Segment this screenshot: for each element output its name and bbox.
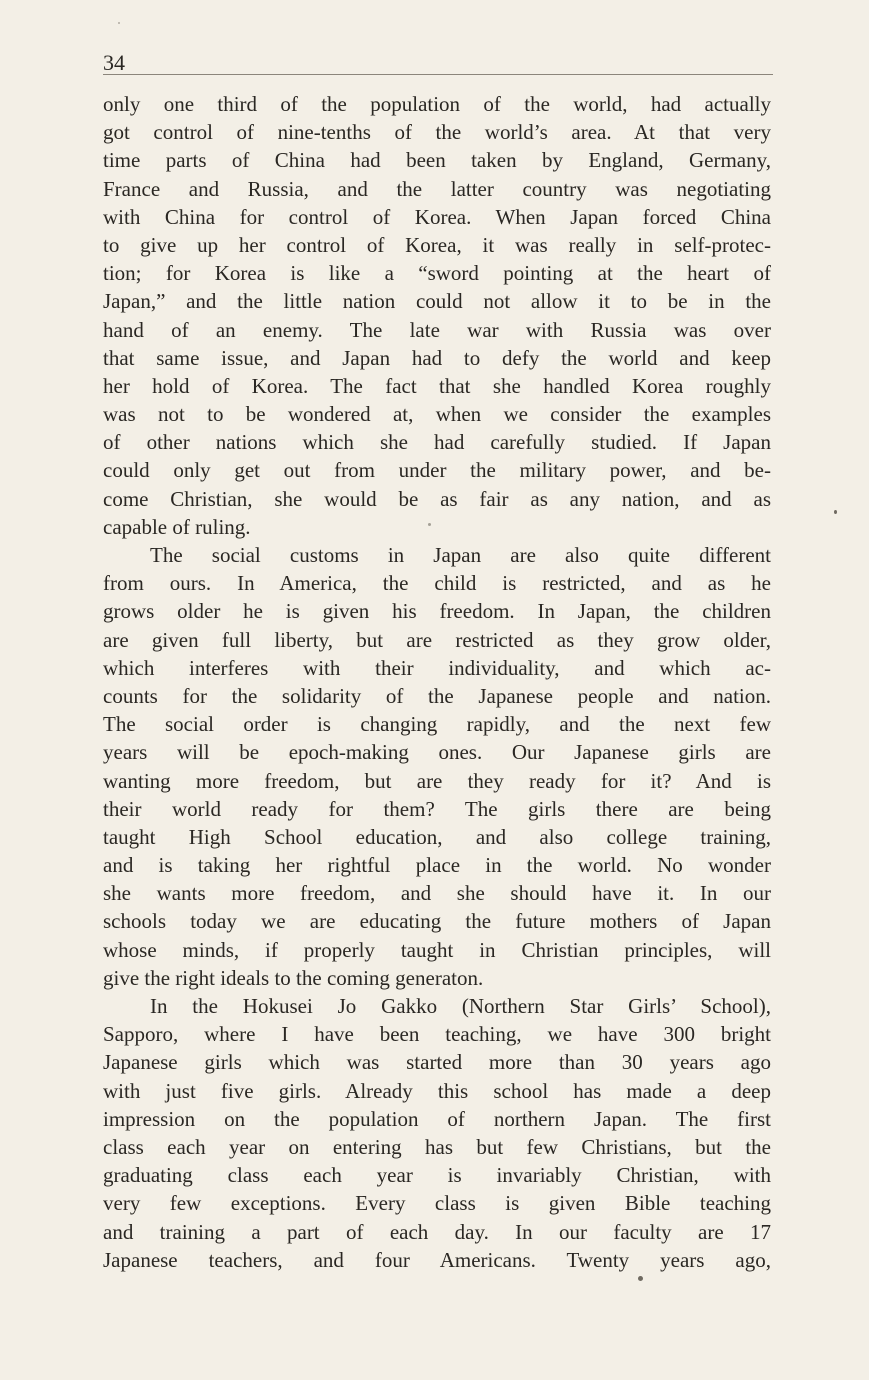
text-line: was not to be wondered at, when we consider the examples bbox=[103, 402, 771, 427]
paragraph-1 bbox=[103, 90, 771, 541]
text-line: graduating class each year is invariably Christian, with bbox=[103, 1163, 771, 1188]
text-line: wanting more freedom, but are they ready for it? And is bbox=[103, 768, 771, 793]
text-line: The social order is changing rapidly, and the next few bbox=[103, 712, 771, 737]
text-line: very few exceptions. Every class is given Bible teaching bbox=[103, 1191, 771, 1216]
text-line: Japan,” and the little nation could not allow it to be in the bbox=[103, 289, 771, 314]
paper-speck bbox=[118, 22, 120, 24]
text-line: In the Hokusei Jo Gakko (Northern Star Girls’ School), bbox=[150, 994, 771, 1018]
text-line: are given full liberty, but are restricted as they grow older, bbox=[103, 627, 771, 652]
text-line: hand of an enemy. The late war with Russia was over bbox=[103, 317, 771, 342]
text-line: whose minds, if properly taught in Christian principles, will bbox=[103, 937, 771, 962]
text-line: and training a part of each day. In our faculty are 17 bbox=[103, 1219, 771, 1244]
text-line: her hold of Korea. The fact that she handled Korea roughly bbox=[103, 373, 771, 398]
text-line: The social customs in Japan are also quite different bbox=[150, 543, 771, 567]
paper-speck bbox=[428, 523, 431, 526]
text-line: from ours. In America, the child is restricted, and as he bbox=[103, 571, 771, 596]
paragraph-2 bbox=[103, 541, 771, 992]
header-rule bbox=[103, 74, 773, 75]
text-line: Japanese girls which was started more than 30 years ago bbox=[103, 1050, 771, 1075]
text-line: counts for the solidarity of the Japanese people and nation. bbox=[103, 683, 771, 708]
text-line: France and Russia, and the latter country was negotiating bbox=[103, 176, 771, 201]
page-header bbox=[103, 50, 773, 78]
text-line: with China for control of Korea. When Japan forced China bbox=[103, 204, 771, 229]
text-line: Japanese teachers, and four Americans. Twenty years ago, bbox=[103, 1247, 771, 1272]
text-line: Sapporo, where I have been teaching, we have 300 bright bbox=[103, 1022, 771, 1047]
text-line: of other nations which she had carefully studied. If Japan bbox=[103, 430, 771, 455]
text-line: only one third of the population of the world, had actually bbox=[103, 92, 771, 116]
paper-speck bbox=[834, 510, 837, 514]
text-line: she wants more freedom, and she should have it. In our bbox=[103, 881, 771, 906]
text-line: with just five girls. Already this school has made a deep bbox=[103, 1078, 771, 1103]
text-line: grows older he is given his freedom. In Japan, the children bbox=[103, 599, 771, 624]
text-line: class each year on entering has but few Christians, but the bbox=[103, 1134, 771, 1159]
text-line: impression on the population of northern Japan. The first bbox=[103, 1106, 771, 1131]
text-line: to give up her control of Korea, it was really in self-protec- bbox=[103, 232, 771, 257]
text-line: that same issue, and Japan had to defy the world and keep bbox=[103, 345, 771, 370]
text-line: their world ready for them? The girls there are being bbox=[103, 796, 771, 821]
text-line: taught High School education, and also college training, bbox=[103, 824, 771, 849]
text-line: capable of ruling. bbox=[103, 514, 251, 539]
text-line: time parts of China had been taken by England, Germany, bbox=[103, 148, 771, 173]
text-line: years will be epoch-making ones. Our Japanese girls are bbox=[103, 740, 771, 765]
text-line: could only get out from under the military power, and be- bbox=[103, 458, 771, 483]
paragraph-3 bbox=[103, 992, 771, 1274]
text-line: tion; for Korea is like a “sword pointing at the heart of bbox=[103, 261, 771, 286]
text-line: and is taking her rightful place in the world. No wonder bbox=[103, 853, 771, 878]
text-line: which interferes with their individuality, and which ac- bbox=[103, 655, 771, 680]
body-text bbox=[103, 90, 771, 1274]
text-line: got control of nine-tenths of the world’s area. At that very bbox=[103, 120, 771, 145]
text-line: come Christian, she would be as fair as any nation, and as bbox=[103, 486, 771, 511]
paper-speck bbox=[638, 1276, 643, 1281]
page-number: 34 bbox=[103, 50, 125, 75]
text-line: schools today we are educating the future mothers of Japan bbox=[103, 909, 771, 934]
text-line: give the right ideals to the coming generaton. bbox=[103, 965, 484, 990]
